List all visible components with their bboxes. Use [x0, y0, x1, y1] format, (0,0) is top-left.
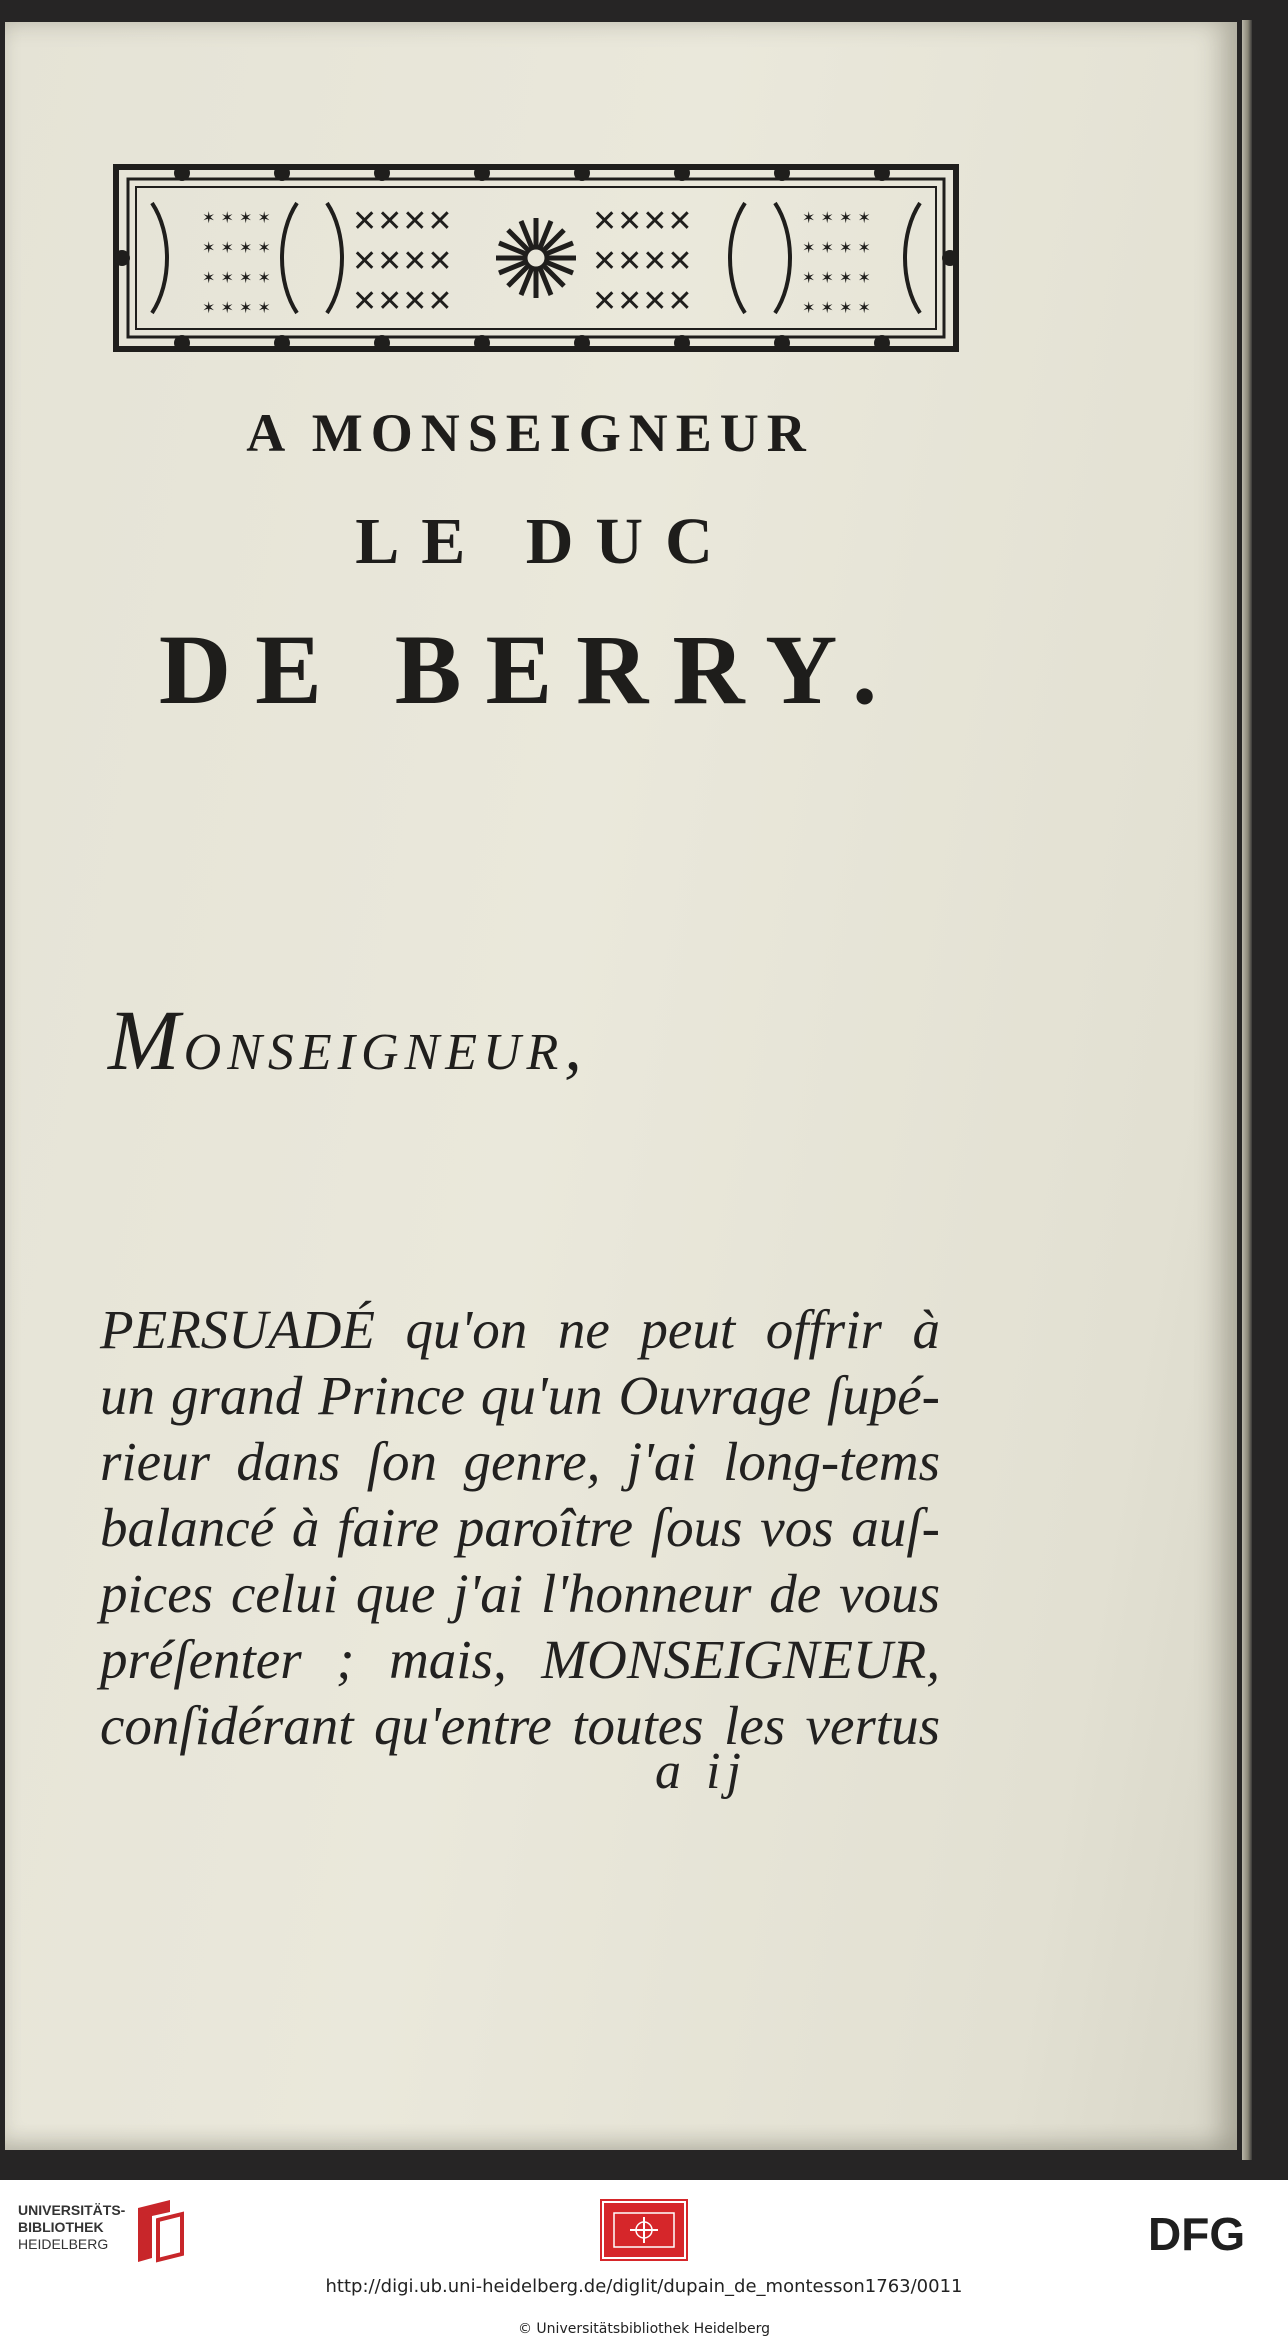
printers-ornament-icon	[112, 163, 960, 353]
svg-text:✕✕✕✕: ✕✕✕✕	[592, 204, 693, 239]
body-line: pices celui que j'ai l'honneur de vous	[100, 1563, 940, 1624]
svg-text:✶ ✶ ✶ ✶: ✶ ✶ ✶ ✶	[802, 298, 871, 317]
svg-text:✕✕✕✕: ✕✕✕✕	[592, 284, 693, 319]
library-name-line-1: UNIVERSITÄTS-	[18, 2202, 126, 2218]
svg-text:✶ ✶ ✶ ✶: ✶ ✶ ✶ ✶	[202, 208, 271, 227]
svg-text:✶ ✶ ✶ ✶: ✶ ✶ ✶ ✶	[802, 268, 871, 287]
dedication-title-line-1: A MONSEIGNEUR	[246, 403, 814, 463]
library-mark-icon	[130, 2198, 192, 2264]
svg-text:✕✕✕✕: ✕✕✕✕	[592, 244, 693, 279]
svg-text:✕✕✕✕: ✕✕✕✕	[352, 244, 453, 279]
svg-text:✶ ✶ ✶ ✶: ✶ ✶ ✶ ✶	[202, 298, 271, 317]
copyright-notice: © Universitätsbibliothek Heidelberg	[517, 2321, 770, 2337]
svg-text:✕✕✕✕: ✕✕✕✕	[352, 204, 453, 239]
body-line: rieur dans ſon genre, j'ai long-tems	[100, 1431, 940, 1492]
svg-text:✶ ✶ ✶ ✶: ✶ ✶ ✶ ✶	[202, 238, 271, 257]
svg-text:✶ ✶ ✶ ✶: ✶ ✶ ✶ ✶	[802, 208, 871, 227]
signature-mark: a ij	[655, 1743, 747, 1800]
university-library-logo[interactable]	[18, 2198, 188, 2264]
episteme-logo-icon[interactable]	[600, 2199, 688, 2261]
body-line: un grand Prince qu'un Ouvrage ſupé-	[100, 1365, 940, 1426]
library-name-line-2: BIBLIOTHEK	[18, 2219, 104, 2235]
dedication-title-line-2: LE DUC	[355, 505, 735, 578]
salutation-punct: ,	[564, 1008, 586, 1085]
dedication-body-text	[100, 1297, 940, 1759]
salutation-initial: M	[108, 992, 184, 1088]
library-name-line-3: HEIDELBERG	[18, 2236, 109, 2252]
svg-text:✶ ✶ ✶ ✶: ✶ ✶ ✶ ✶	[202, 268, 271, 287]
viewer-footer	[0, 2180, 1288, 2345]
dfg-label: DFG	[1148, 2208, 1246, 2258]
page-edge	[1242, 20, 1252, 2160]
library-name	[18, 2202, 125, 2253]
salutation	[108, 990, 586, 1090]
svg-text:✶ ✶ ✶ ✶: ✶ ✶ ✶ ✶	[802, 238, 871, 257]
body-line: PERSUADÉ qu'on ne peut offrir à	[100, 1299, 940, 1360]
dedication-title-line-3: DE BERRY.	[158, 614, 902, 725]
body-line: préſenter ; mais, MONSEIGNEUR,	[100, 1629, 940, 1690]
salutation-rest: ONSEIGNEUR	[183, 1024, 565, 1081]
dfg-logo[interactable]	[1148, 2208, 1272, 2258]
body-line: balancé à faire paroître ſous vos auſ-	[100, 1497, 940, 1558]
body-line: conſidérant qu'entre toutes les vertus	[100, 1695, 940, 1756]
svg-text:✕✕✕✕: ✕✕✕✕	[352, 284, 453, 319]
permalink-url[interactable]: http://digi.ub.uni-heidelberg.de/diglit/dupain_de_montesson1763/0011	[325, 2276, 963, 2297]
